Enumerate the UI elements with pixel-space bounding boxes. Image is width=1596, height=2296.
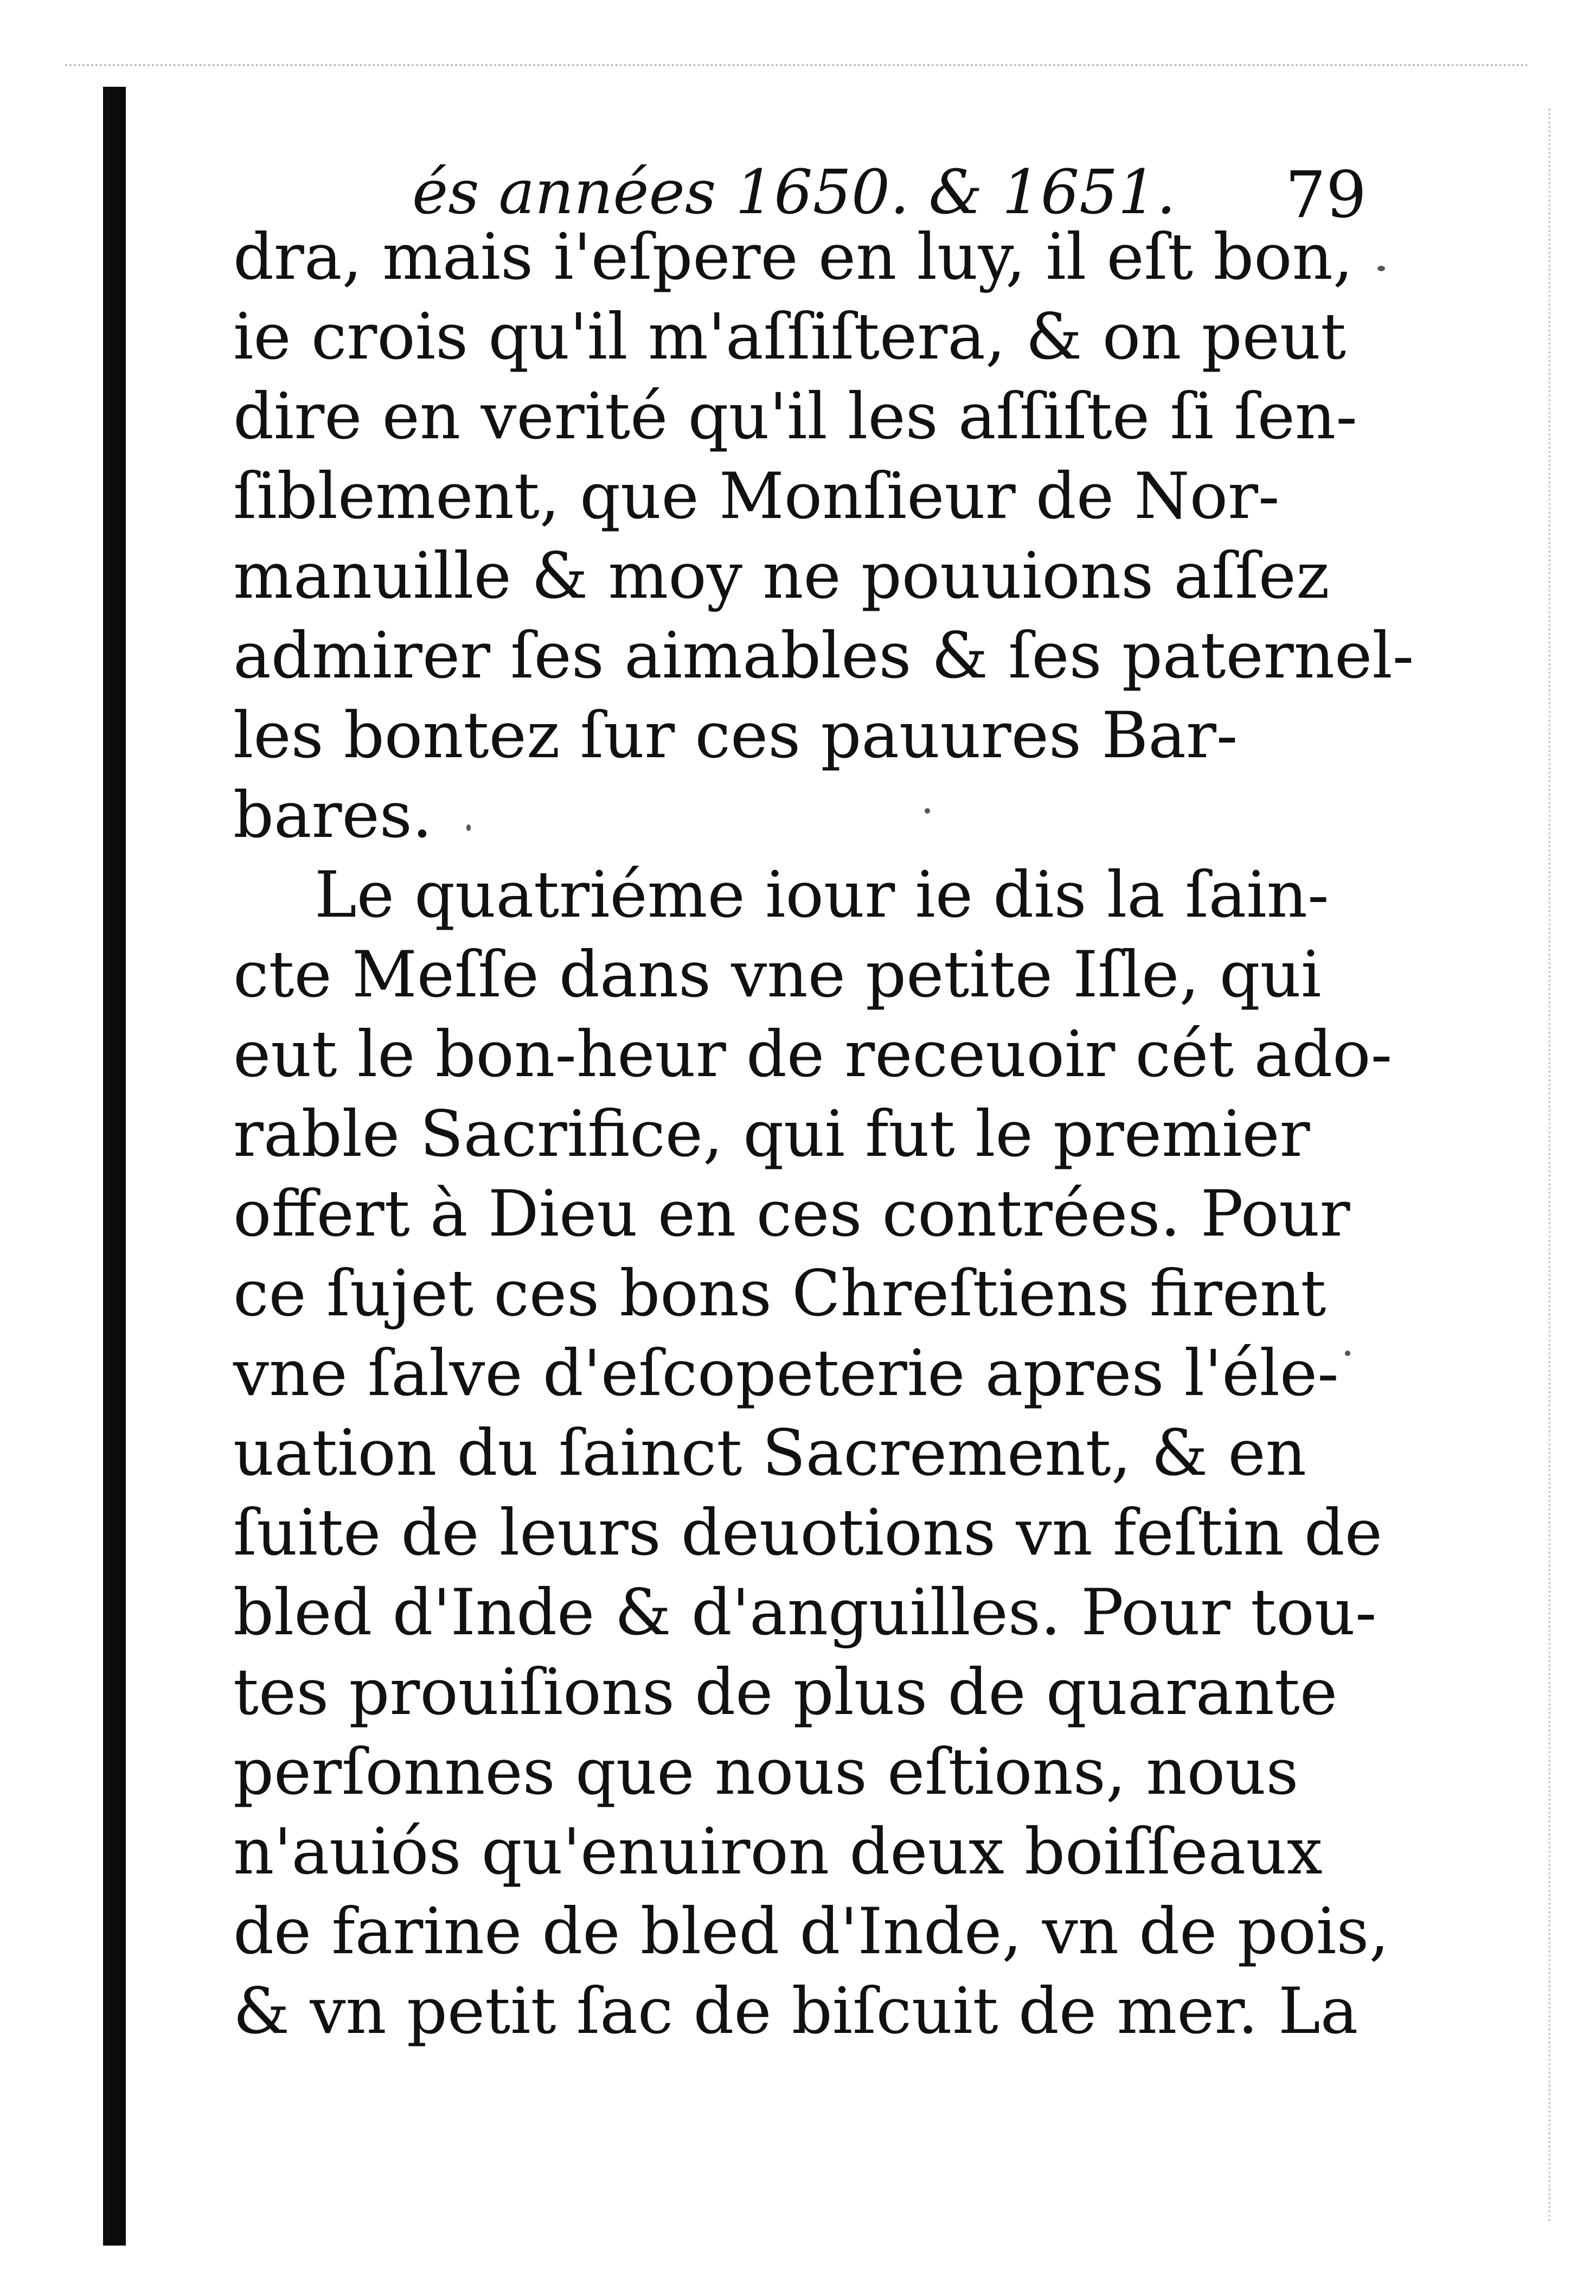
text-line: dra, mais i'eſpere en luy, il eſt bon, xyxy=(233,220,1354,294)
scan-right-edge xyxy=(1548,108,1550,2224)
text-line: bled d'Inde & d'anguilles. Pour tou- xyxy=(233,1575,1377,1649)
running-head-title: és années 1650. & 1651. xyxy=(412,157,1176,228)
text-line: bares. xyxy=(233,778,433,852)
text-line: admirer ſes aimables & ſes paternel- xyxy=(233,618,1414,693)
text-line: eut le bon-heur de receuoir cét ado- xyxy=(233,1017,1393,1091)
text-line: ſuite de leurs deuotions vn feſtin de xyxy=(233,1495,1383,1570)
text-line: rable Sacrifice, qui fut le premier xyxy=(233,1097,1310,1171)
text-line: offert à Dieu en ces contrées. Pour xyxy=(233,1176,1350,1251)
text-line: les bontez ſur ces pauures Bar- xyxy=(233,698,1238,772)
text-line: ce ſujet ces bons Chreſtiens firent xyxy=(233,1256,1326,1331)
scan-speck xyxy=(1345,1351,1350,1356)
text-line: ſiblement, que Monſieur de Nor- xyxy=(233,459,1280,533)
text-line: vne ſalve d'eſcopeterie apres l'éle- xyxy=(233,1336,1339,1410)
text-line: & vn petit ſac de biſcuit de mer. La xyxy=(233,1974,1358,2048)
text-line: de farine de bled d'Inde, vn de pois, xyxy=(233,1894,1389,1968)
text-line: manuille & moy ne pouuions aſſez xyxy=(233,539,1330,613)
binding-shadow xyxy=(103,87,126,2246)
text-line: cte Meſſe dans vne petite Iſle, qui xyxy=(233,937,1322,1012)
page-number: 79 xyxy=(1285,157,1367,232)
text-line: Le quatriéme iour ie dis la ſain- xyxy=(315,858,1329,932)
text-line: tes prouiſions de plus de quarante xyxy=(233,1655,1338,1729)
text-line: perſonnes que nous eſtions, nous xyxy=(233,1735,1299,1809)
scan-speck xyxy=(1377,266,1385,271)
text-line: dire en verité qu'il les aſſiſte ſi ſen- xyxy=(233,379,1357,453)
text-line: n'auiós qu'enuiron deux boiſſeaux xyxy=(233,1814,1323,1889)
text-line: ie crois qu'il m'aſſiſtera, & on peut xyxy=(233,299,1347,374)
text-line: uation du ſainct Sacrement, & en xyxy=(233,1416,1307,1490)
scan-top-edge xyxy=(65,64,1529,66)
body-text xyxy=(233,217,1414,2051)
